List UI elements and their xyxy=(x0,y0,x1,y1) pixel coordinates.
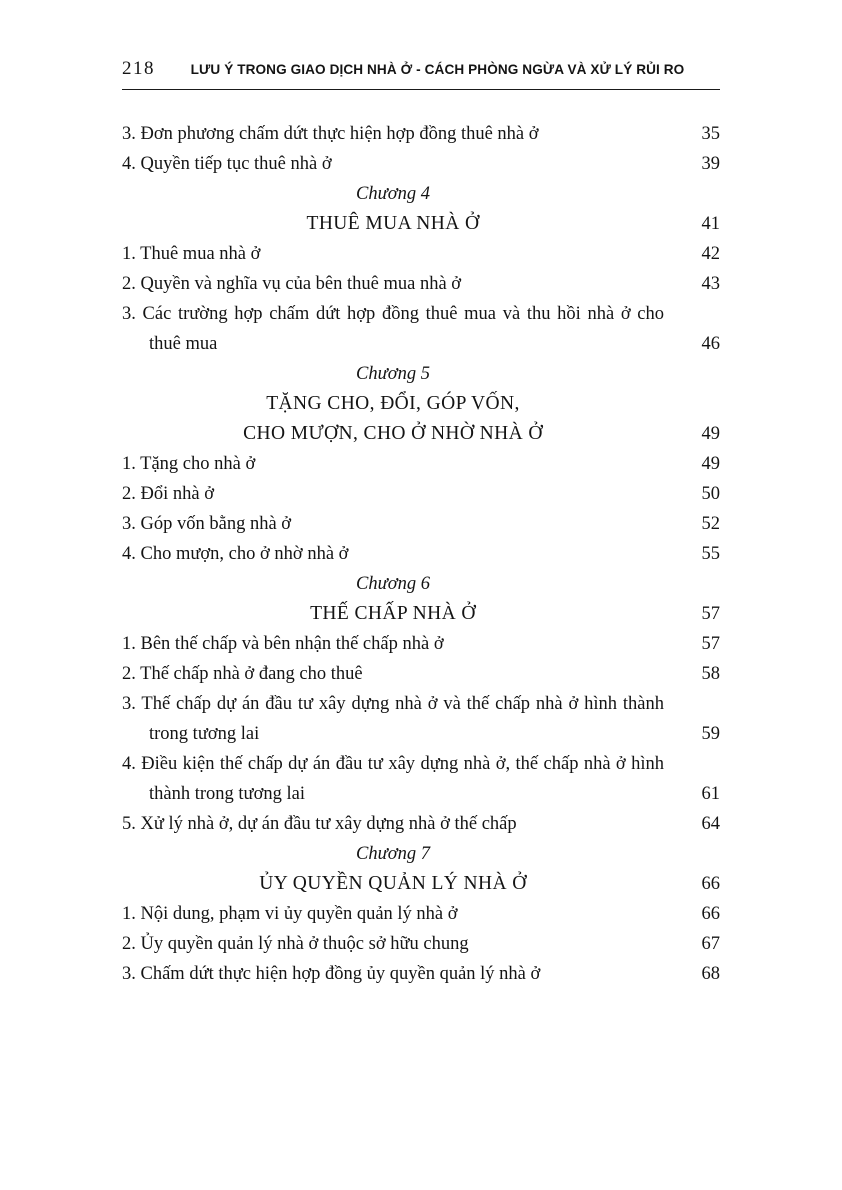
toc-entry-page: 50 xyxy=(701,484,720,504)
chapter-title xyxy=(122,209,720,239)
toc-entry xyxy=(122,449,720,479)
toc-entry-text: 3. Góp vốn bằng nhà ở xyxy=(122,514,292,534)
toc-entry xyxy=(122,749,720,809)
toc-entry-page: 68 xyxy=(701,964,720,984)
toc-entry-page: 55 xyxy=(701,544,720,564)
chapter-title-text: TẶNG CHO, ĐỔI, GÓP VỐN, xyxy=(266,393,520,414)
page-header xyxy=(122,58,720,90)
toc-entry xyxy=(122,629,720,659)
toc-entry-page: 52 xyxy=(701,514,720,534)
toc-entry xyxy=(122,899,720,929)
toc-entry-text: 3. Các trường hợp chấm dứt hợp đồng thuê mua và thu hồi nhà ở cho thuê mua xyxy=(122,304,664,354)
chapter-label: Chương 6 xyxy=(356,574,430,594)
chapter-label: Chương 4 xyxy=(356,184,430,204)
toc-entry-page: 35 xyxy=(701,124,720,144)
chapter-title-text: ỦY QUYỀN QUẢN LÝ NHÀ Ở xyxy=(259,873,527,894)
toc-entry-text: 1. Tặng cho nhà ở xyxy=(122,454,256,474)
chapter-title xyxy=(122,419,720,449)
toc-entry xyxy=(122,149,720,179)
toc-entry xyxy=(122,659,720,689)
toc-entry-text: 3. Thế chấp dự án đầu tư xây dựng nhà ở và thế chấp nhà ở hình thành trong tương lai xyxy=(122,694,664,744)
toc-entry-page: 67 xyxy=(701,934,720,954)
chapter-title-text: THUÊ MUA NHÀ Ở xyxy=(306,213,480,234)
toc-entry-page: 57 xyxy=(701,634,720,654)
page-number: 218 xyxy=(122,58,155,79)
toc-entry-text: 5. Xử lý nhà ở, dự án đầu tư xây dựng nhà ở thế chấp xyxy=(122,814,517,834)
toc-entry-page: 49 xyxy=(701,454,720,474)
toc-entry xyxy=(122,239,720,269)
toc-entry xyxy=(122,509,720,539)
chapter-title-text: THẾ CHẤP NHÀ Ở xyxy=(310,603,476,624)
chapter-title-text: CHO MƯỢN, CHO Ở NHỜ NHÀ Ở xyxy=(243,423,543,444)
chapter-label: Chương 5 xyxy=(356,364,430,384)
toc-entry-page: 43 xyxy=(701,274,720,294)
toc-entry xyxy=(122,929,720,959)
toc-entry-text: 1. Thuê mua nhà ở xyxy=(122,244,261,264)
toc-entry-page: 64 xyxy=(701,814,720,834)
toc-entry xyxy=(122,959,720,989)
toc-entry-page: 39 xyxy=(701,154,720,174)
table-of-contents xyxy=(122,119,720,989)
toc-entry-text: 4. Quyền tiếp tục thuê nhà ở xyxy=(122,154,332,174)
toc-entry xyxy=(122,269,720,299)
chapter-title xyxy=(122,869,720,899)
toc-entry-page: 49 xyxy=(701,424,720,444)
toc-entry-text: 3. Chấm dứt thực hiện hợp đồng ủy quyền quản lý nhà ở xyxy=(122,964,541,984)
toc-entry-page: 58 xyxy=(701,664,720,684)
toc-entry xyxy=(122,479,720,509)
toc-entry xyxy=(122,299,720,359)
chapter-title xyxy=(122,389,720,419)
toc-entry-page: 61 xyxy=(701,784,720,804)
toc-entry-text: 1. Nội dung, phạm vi ủy quyền quản lý nhà ở xyxy=(122,904,458,924)
toc-entry xyxy=(122,539,720,569)
chapter-label: Chương 7 xyxy=(356,844,430,864)
toc-entry xyxy=(122,809,720,839)
toc-entry-text: 2. Thế chấp nhà ở đang cho thuê xyxy=(122,664,363,684)
toc-entry xyxy=(122,119,720,149)
toc-entry-page: 66 xyxy=(701,904,720,924)
chapter-title xyxy=(122,599,720,629)
toc-entry-page: 42 xyxy=(701,244,720,264)
toc-entry-page: 41 xyxy=(701,214,720,234)
toc-entry-text: 3. Đơn phương chấm dứt thực hiện hợp đồng thuê nhà ở xyxy=(122,124,539,144)
toc-entry-page: 57 xyxy=(701,604,720,624)
toc-entry-page: 59 xyxy=(701,724,720,744)
toc-entry-text: 4. Điều kiện thế chấp dự án đầu tư xây dựng nhà ở, thế chấp nhà ở hình thành trong tương lai xyxy=(122,754,664,804)
toc-entry-text: 4. Cho mượn, cho ở nhờ nhà ở xyxy=(122,544,349,564)
running-title: LƯU Ý TRONG GIAO DỊCH NHÀ Ở - CÁCH PHÒNG NGỪA VÀ XỬ LÝ RỦI RO xyxy=(190,61,685,77)
toc-entry-text: 1. Bên thế chấp và bên nhận thế chấp nhà ở xyxy=(122,634,444,654)
toc-entry-text: 2. Đổi nhà ở xyxy=(122,484,214,504)
toc-entry xyxy=(122,689,720,749)
toc-entry-text: 2. Quyền và nghĩa vụ của bên thuê mua nhà ở xyxy=(122,274,462,294)
toc-entry-page: 46 xyxy=(701,334,720,354)
toc-entry-text: 2. Ủy quyền quản lý nhà ở thuộc sở hữu chung xyxy=(122,934,469,954)
toc-entry-page: 66 xyxy=(701,874,720,894)
